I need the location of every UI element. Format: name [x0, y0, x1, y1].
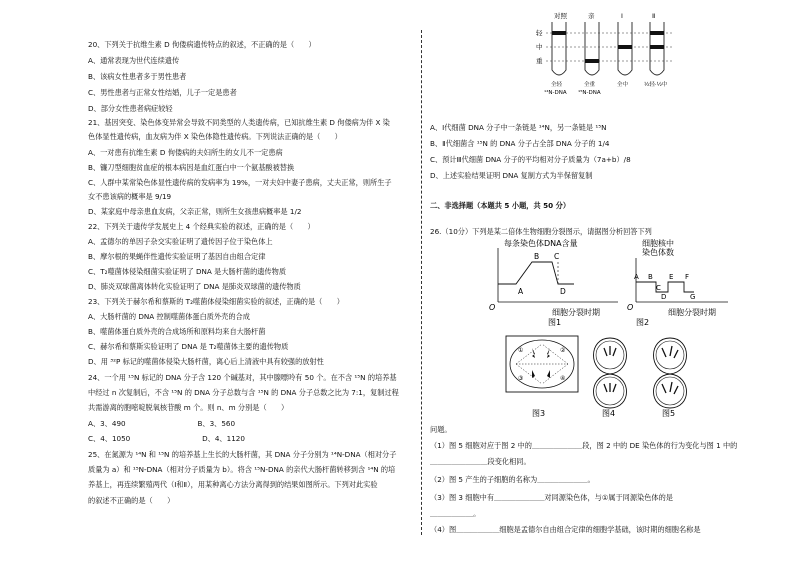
left-text-line: D、用 ³²P 标记的噬菌体侵染大肠杆菌，离心后上清液中具有较强的放射性	[88, 357, 324, 366]
left-text-line: A、大肠杆菌的 DNA 控制噬菌体蛋白质外壳的合成	[88, 312, 250, 321]
graph-2	[628, 238, 730, 326]
graph-1	[490, 238, 622, 326]
cell-figures	[502, 334, 722, 418]
graph2-point-label: A	[634, 273, 639, 281]
left-text-line: C、赫尔希和蔡斯实验证明了 DNA 是 T₂噬菌体主要的遗传物质	[88, 342, 289, 351]
left-text-line: D、肺炎双球菌离体转化实验证明了 DNA 是肺炎双球菌的遗传物质	[88, 282, 301, 291]
graph2-point-label: F	[685, 273, 690, 281]
tube-top-label: Ⅰ	[621, 12, 623, 20]
right-text-line: 问题。	[430, 425, 452, 434]
tube-bottom-label: 全中	[617, 82, 629, 88]
left-text-line: C、男性患者与正常女性结婚，儿子一定是患者	[88, 88, 237, 97]
left-text-line: 的叙述不正确的是（ ）	[88, 496, 175, 505]
graph1-point-label: D	[560, 287, 566, 296]
right-text-line: （1）图 5 细胞对应于图 2 中的＿＿＿＿＿＿＿段，图 2 中的 DE 染色体的行为变化与图 1 中的	[430, 441, 738, 450]
left-text-line: C、4、1050 D、4、1120	[88, 434, 245, 443]
right-text-line: A、Ⅰ代细菌 DNA 分子中一条链是 ¹⁴N，另一条链是 ¹⁵N	[430, 123, 607, 132]
centrifuge-tube-figure	[522, 10, 712, 100]
graph2-point-label: C	[656, 284, 661, 292]
cell3-chromosome-label: ④	[560, 375, 566, 382]
graph1-point-label: C	[554, 252, 560, 261]
tube-bottom-label: ¹⁵N-DNA	[578, 90, 601, 96]
tube-top-label: Ⅱ	[652, 12, 656, 20]
left-text-line: A、一对患有抗维生素 D 佝偻病的夫妇所生的女儿不一定患病	[88, 148, 283, 157]
tube-side-label: 重	[536, 57, 543, 65]
left-text-line: A、孟德尔的单因子杂交实验证明了遗传因子位于染色体上	[88, 237, 273, 246]
cell-caption: 图5	[662, 409, 676, 418]
graph2-caption: 图2	[636, 318, 650, 327]
graph1-point-label: B	[534, 252, 540, 261]
graph2-origin: O	[627, 303, 634, 312]
left-text-line: 质量为 a）和 ¹⁵N-DNA（相对分子质量为 b）。将含 ¹⁵N-DNA 的亲代大肠杆菌转移到含 ¹⁴N 的培	[88, 465, 396, 474]
left-text-line: A、3、490 B、3、560	[88, 419, 236, 428]
tube-top-label: 对照	[554, 12, 567, 20]
tube-bottom-label: 全轻	[551, 82, 563, 88]
cell-caption: 图3	[532, 409, 546, 418]
left-text-line: 中经过 n 次复制后，不含 ¹⁵N 的 DNA 分子总数与含 ¹⁵N 的 DNA 分子总数之比为 7:1，复制过程	[88, 388, 399, 397]
left-text-line: C、T₂噬菌体侵染细菌实验证明了 DNA 是大肠杆菌的遗传物质	[88, 267, 287, 276]
left-text-line: C、人群中某常染色体显性遗传病的发病率为 19%，一对夫妇中妻子患病，丈夫正常，则所生子	[88, 178, 392, 187]
left-text-line: B、该病女性患者多于男性患者	[88, 72, 187, 81]
graph1-origin: O	[489, 303, 496, 312]
graph2-point-label: G	[690, 293, 696, 301]
column-divider	[421, 30, 422, 535]
left-text-line: 22、下列关于遗传学发展史上 4 个经典实验的叙述，正确的是（ ）	[88, 222, 315, 231]
tube-bottom-label: ¹⁴N-DNA	[544, 90, 567, 96]
tube-top-label: 亲	[588, 12, 595, 20]
right-text-line: （2）图 5 产生的子细胞的名称为＿＿＿＿＿＿＿。	[430, 475, 595, 484]
section-heading: 二、非选择题（本题共 5 小题，共 50 分）	[430, 201, 571, 210]
left-text-line: 20、下列关于抗维生素 D 佝偻病遗传特点的叙述，不正确的是（ ）	[88, 40, 316, 49]
right-text-line: （4）图＿＿＿＿＿＿细胞是孟德尔自由组合定律的细胞学基础，该时期的细胞名称是	[430, 525, 701, 534]
graph2-point-label: D	[661, 293, 667, 301]
left-text-line: B、镰刀型细胞贫血症的根本病因是血红蛋白中一个氨基酸被替换	[88, 163, 295, 172]
cell3-chromosome-label: ③	[518, 375, 524, 382]
graph2-ylabel: 细胞核中	[642, 239, 674, 248]
left-text-line: D、部分女性患者病症较轻	[88, 104, 173, 113]
left-text-line: D、某家庭中母亲患血友病，父亲正常，则所生女孩患病概率是 1/2	[88, 207, 302, 216]
right-text-line: （3）图 3 细胞中有＿＿＿＿＿＿＿对同源染色体，与①属于同源染色体的是	[430, 493, 673, 502]
left-text-line: 女不患该病的概率是 9/19	[88, 192, 172, 201]
left-text-line: 25、在氮源为 ¹⁴N 和 ¹⁵N 的培养基上生长的大肠杆菌，其 DNA 分子分别为 ¹⁴N-DNA（相对分子	[88, 450, 397, 459]
right-text-line: B、Ⅱ代细菌含 ¹⁵N 的 DNA 分子占全部 DNA 分子的 1/4	[430, 139, 610, 148]
left-text-line: 共需游离的胞嘧啶脱氧核苷酸 m 个。则 n、m 分别是（ ）	[88, 403, 289, 412]
left-text-line: 21、基因突变、染色体变异常会导致不同类型的人类遗传病，已知抗维生素 D 佝偻病为伴 X 染	[88, 118, 390, 127]
left-text-line: 色体显性遗传病，血友病为伴 X 染色体隐性遗传病。下列说法正确的是（ ）	[88, 132, 342, 141]
left-text-line: 24、一个用 ¹⁵N 标记的 DNA 分子含 120 个碱基对，其中腺嘌呤有 50 个。在不含 ¹⁵N 的培养基	[88, 373, 397, 382]
left-text-line: 养基上，再连续繁殖两代（Ⅰ和Ⅱ），用某种离心方法分离得到的结果如图所示。下列对此实验	[88, 480, 378, 489]
graph2-xlabel: 细胞分裂时期	[668, 308, 716, 317]
graph1-ylabel: 每条染色体DNA含量	[504, 239, 578, 248]
left-text-line: B、摩尔根的果蝇伴性遗传实验证明了基因自由组合定律	[88, 252, 266, 261]
right-text-line: ＿＿＿＿＿＿＿＿段变化相同。	[430, 457, 531, 466]
right-text-line: D、上述实验结果证明 DNA 复制方式为半保留复制	[430, 171, 593, 180]
graph1-xlabel: 细胞分裂时期	[552, 308, 600, 317]
tube-bottom-label: 全重	[584, 82, 596, 88]
left-text-line: 23、下列关于赫尔希和蔡斯的 T₂噬菌体侵染细菌实验的叙述，正确的是（ ）	[88, 297, 344, 306]
graph1-point-label: A	[518, 287, 524, 296]
graph2-point-label: E	[669, 273, 674, 281]
cell3-chromosome-label: ①	[518, 347, 524, 354]
tube-side-label: 中	[536, 43, 543, 51]
tube-bottom-label: ½轻·½中	[644, 82, 668, 88]
left-text-line: B、噬菌体蛋白质外壳的合成场所和原料均来自大肠杆菌	[88, 327, 266, 336]
graph1-caption: 图1	[548, 318, 562, 327]
tube-side-label: 轻	[536, 29, 543, 37]
cell3-chromosome-label: ②	[560, 347, 566, 354]
right-text-line: C、预计Ⅲ代细菌 DNA 分子的平均相对分子质量为（7a+b）/8	[430, 155, 631, 164]
graph2-point-label: B	[648, 273, 653, 281]
cell-caption: 图4	[602, 409, 616, 418]
graph2-ylabel: 染色体数	[642, 248, 674, 257]
right-text-line: 26.（10分）下列是某二倍体生物细胞分裂图示，请据图分析回答下列	[430, 227, 652, 236]
right-text-line: ＿＿＿＿＿＿。	[430, 509, 481, 518]
left-text-line: A、通常表现为世代连续遗传	[88, 56, 180, 65]
